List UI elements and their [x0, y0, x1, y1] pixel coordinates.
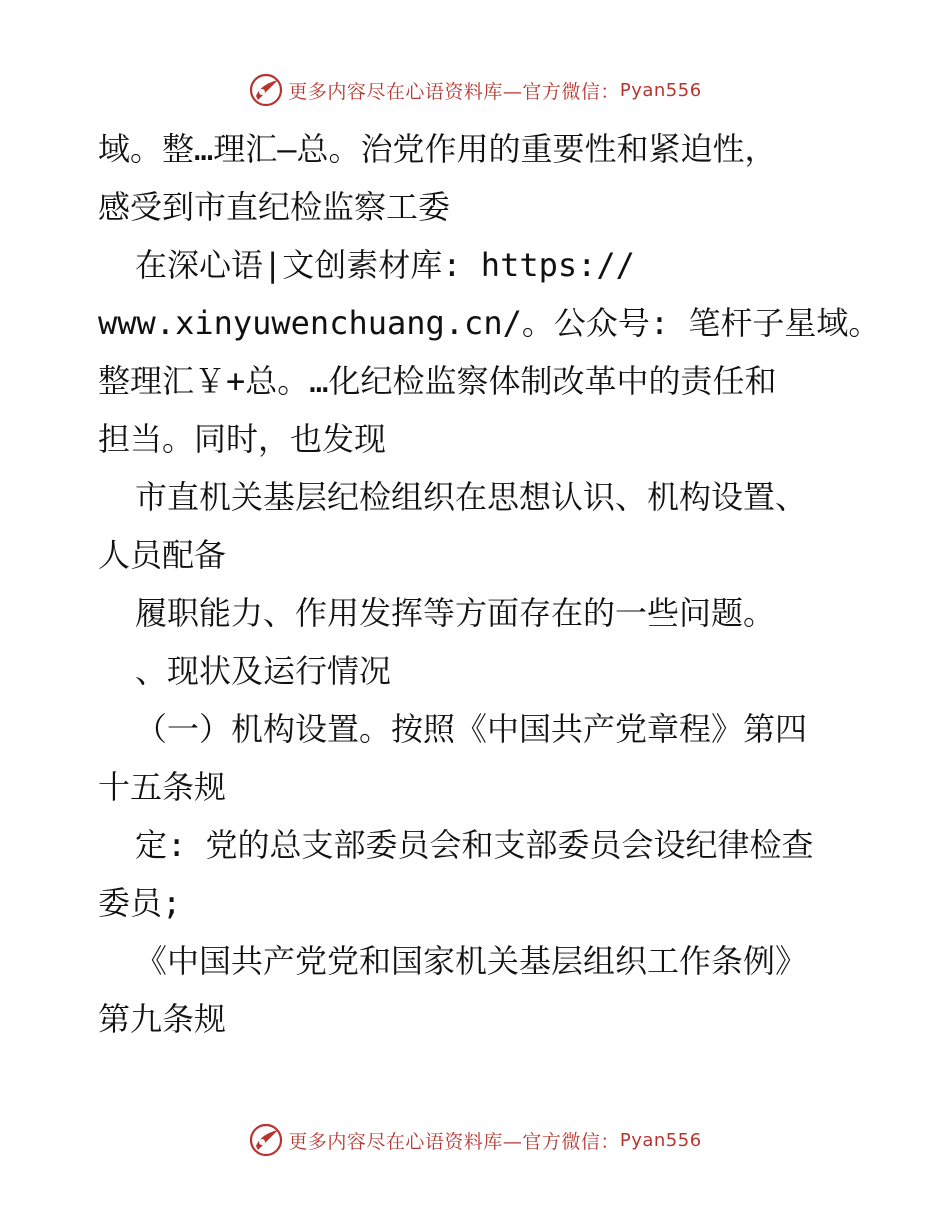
section-heading: 、现状及运行情况 [135, 652, 392, 690]
text-line: www.xinyuwenchuang.cn/。公众号: 笔杆子星域。 [98, 304, 881, 342]
text-line: 市直机关基层纪检组织在思想认识、机构设置、 [135, 478, 808, 516]
document-body [98, 120, 881, 1048]
text-line: 委员; [98, 884, 182, 922]
footer-watermark [0, 1120, 950, 1160]
text-line: 感受到市直纪检监察工委 [98, 188, 451, 226]
text-line: 定: 党的总支部委员会和支部委员会设纪律检查 [135, 826, 814, 864]
text-line: 域。整…理汇—总。治党作用的重要性和紧迫性， [98, 130, 777, 168]
text-line: 在深心语|文创素材库: https:// [135, 246, 635, 284]
text-line: 《中国共产党党和国家机关基层组织工作条例》 [135, 942, 808, 980]
text-line: 担当。同时，也发现 [98, 420, 387, 458]
text-line: 履职能力、作用发挥等方面存在的一些问题。 [135, 594, 776, 632]
header-watermark-text: 更多内容尽在心语资料库—官方微信： [288, 80, 620, 103]
text-line: 人员配备 [98, 536, 227, 574]
footer-watermark-id: Pyan556 [619, 1129, 702, 1151]
text-line: 十五条规 [98, 768, 227, 806]
header-watermark [0, 70, 950, 110]
header-watermark-id: Pyan556 [619, 79, 702, 101]
brand-logo-icon [248, 1122, 284, 1158]
footer-watermark-text: 更多内容尽在心语资料库—官方微信： [288, 1130, 620, 1153]
text-line: （一）机构设置。按照《中国共产党章程》第四 [135, 710, 808, 748]
brand-logo-icon [248, 72, 284, 108]
text-line: 第九条规 [98, 1000, 227, 1038]
text-line: 整理汇￥+总。…化纪检监察体制改革中的责任和 [98, 362, 777, 400]
